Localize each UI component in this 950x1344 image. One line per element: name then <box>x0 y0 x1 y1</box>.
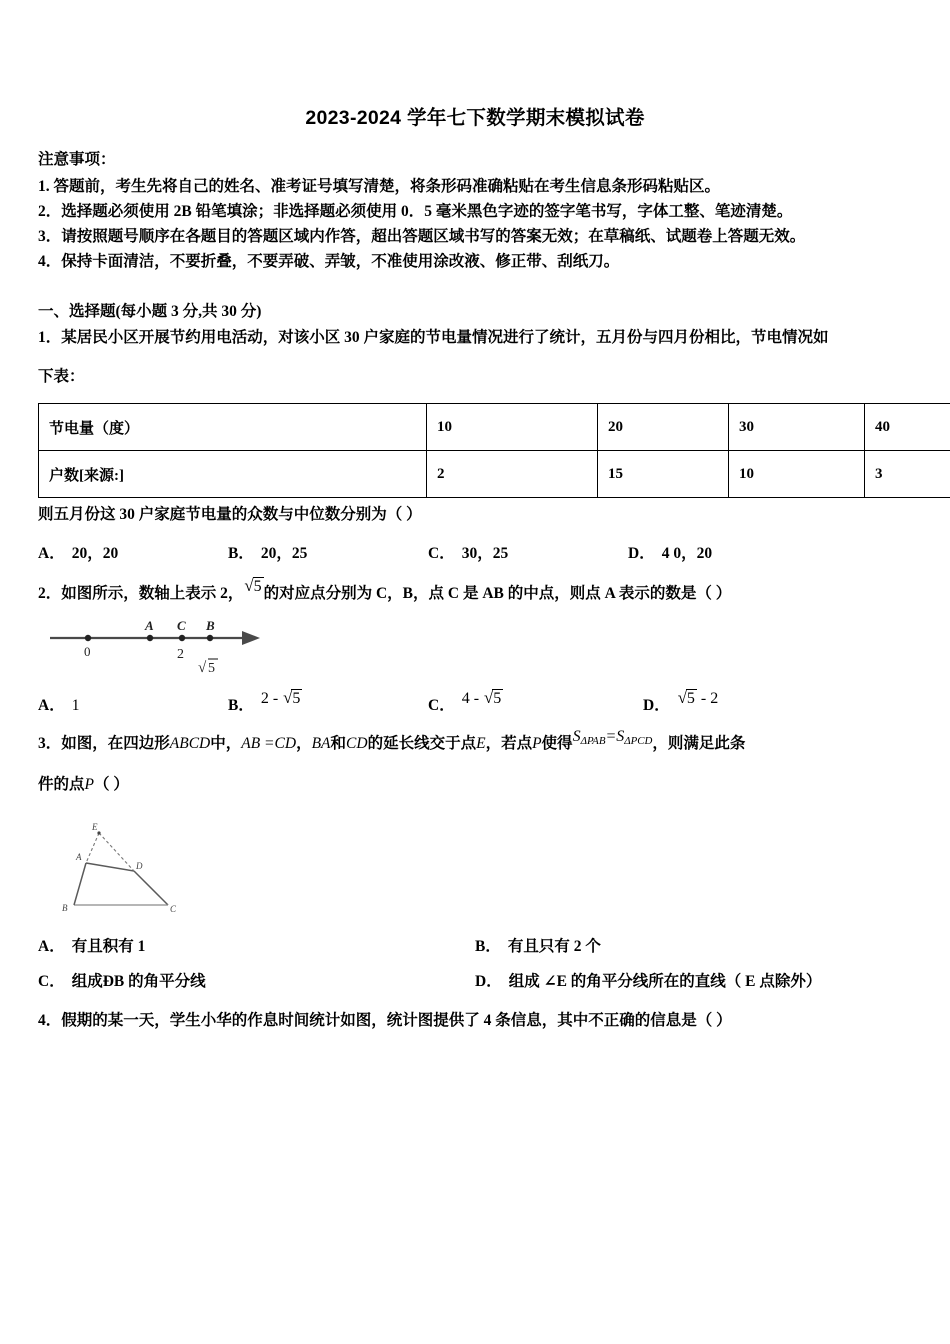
option-d[interactable] <box>628 541 712 563</box>
option-d-text: 4 0，20 <box>661 544 713 562</box>
option-c-text: 4 - √5 <box>461 688 502 708</box>
q3-line2-part2: （ ） <box>93 776 129 794</box>
option-a-label: A． <box>38 697 65 715</box>
question-3-stem-line2 <box>38 772 912 797</box>
option-a-text: 20，20 <box>71 544 119 562</box>
option-c[interactable] <box>428 688 643 715</box>
question-2-options <box>38 688 912 715</box>
q3-line2-part1: 件的点 <box>38 776 85 794</box>
question-1-table <box>38 403 950 498</box>
option-d-text: √5 - 2 <box>677 688 719 708</box>
note-item-2: 2．选择题必须使用 2B 铅笔填涂；非选择题必须使用 0．5 毫米黑色字迹的签字笔书写，字体工整、笔迹清楚。 <box>38 203 793 221</box>
table-cell-row2-header: 户数[来源:] <box>39 451 427 498</box>
table-cell-row2-v2: 15 <box>598 451 729 498</box>
svg-text:D: D <box>136 861 143 872</box>
option-b-label: B． <box>228 544 254 562</box>
q3-part1: 3．如图，在四边形 <box>38 735 170 753</box>
q3-ba: BA <box>311 735 331 753</box>
svg-text:C: C <box>177 618 186 634</box>
quadrilateral-diagram <box>56 813 206 921</box>
option-c[interactable] <box>428 541 628 563</box>
option-b-label: B． <box>228 697 254 715</box>
option-b[interactable] <box>475 934 912 956</box>
question-4-stem: 4．假期的某一天，学生小华的作息时间统计如图，统计图提供了 4 条信息，其中不正确的信息是（ ） <box>38 1012 732 1030</box>
q3-p: P <box>532 735 542 753</box>
svg-text:E: E <box>92 822 98 833</box>
table-cell-row1-v4: 40 <box>865 404 950 451</box>
option-a[interactable] <box>38 541 228 563</box>
svg-text:A: A <box>145 618 154 634</box>
question-1-ask: 则五月份这 30 户家庭节电量的众数与中位数分别为（ ） <box>38 506 422 524</box>
section-heading: 一、选择题(每小题 3 分,共 30 分) <box>38 303 262 321</box>
note-item-3: 3．请按照题号顺序在各题目的答题区域内作答，超出答题区域书写的答案无效；在草稿纸、试题卷上答题无效。 <box>38 228 806 246</box>
svg-text:√: √ <box>198 660 207 677</box>
table-row <box>39 404 950 451</box>
q3-area-expr: SΔPAB=SΔPCD <box>572 728 653 748</box>
question-3-figure <box>56 813 206 921</box>
svg-text:B: B <box>62 903 68 914</box>
spacer <box>38 563 912 579</box>
q3-part8: ，则满足此条 <box>652 735 746 753</box>
option-b[interactable] <box>228 541 428 563</box>
svg-text:B: B <box>206 618 215 634</box>
option-a-label: A． <box>38 938 65 956</box>
spacer <box>38 991 912 1000</box>
option-b-text: 2 - √5 <box>260 688 301 708</box>
q3-cd: CD <box>346 735 368 753</box>
option-c-text: 组成ÐB 的角平分线 <box>71 973 206 991</box>
question-1-options <box>38 541 912 563</box>
document-body <box>38 148 912 1033</box>
option-b[interactable] <box>228 688 428 715</box>
option-c-label: C． <box>38 973 65 991</box>
table-cell-row1-header: 节电量（度） <box>39 404 427 451</box>
q3-part7: 使得 <box>541 735 573 753</box>
q3-part6: ，若点 <box>485 735 533 753</box>
spacer <box>38 274 912 300</box>
question-2-figure <box>46 618 276 680</box>
table-row <box>39 451 950 498</box>
option-d-text: 组成 ∠E 的角平分线所在的直线（ E 点除外） <box>508 973 822 991</box>
question-2-stem-part2: 的对应点分别为 C，B，点 C 是 AB 的中点，则点 A 表示的数是（ ） <box>263 584 732 602</box>
option-a-text: 有且积有 1 <box>71 938 146 956</box>
note-item-1: 1. 答题前，考生先将自己的姓名、准考证号填写清楚，将条形码准确粘贴在考生信息条形码粘贴区。 <box>38 178 721 196</box>
option-c-label: C． <box>428 544 455 562</box>
q3-ab-eq-cd: AB =CD <box>241 735 297 753</box>
question-2-stem <box>38 575 912 607</box>
svg-text:2: 2 <box>177 647 184 663</box>
table-cell-row2-v3: 10 <box>729 451 865 498</box>
question-2-stem-part1: 2．如图所示，数轴上表示 2， <box>38 584 244 602</box>
q3-part5: 的延长线交于点 <box>367 735 477 753</box>
number-line-diagram <box>46 618 276 680</box>
option-b-text: 有且只有 2 个 <box>507 938 601 956</box>
question-3-options-row1 <box>38 934 912 956</box>
option-d[interactable] <box>475 969 912 991</box>
option-c-text: 30，25 <box>461 544 509 562</box>
table-cell-row2-v4: 3 <box>865 451 950 498</box>
option-d-label: D． <box>628 544 655 562</box>
question-3-options-row2 <box>38 969 912 991</box>
option-a[interactable] <box>38 934 475 956</box>
q3-abcd: ABCD <box>169 735 211 753</box>
page-title: 2023-2024 学年七下数学期末模拟试卷 <box>305 107 645 129</box>
table-cell-row1-v2: 20 <box>598 404 729 451</box>
q3-part3: ， <box>296 735 312 753</box>
option-a[interactable] <box>38 693 228 715</box>
svg-text:C: C <box>170 904 177 915</box>
table-cell-row1-v3: 30 <box>729 404 865 451</box>
notes-heading: 注意事项： <box>38 151 116 168</box>
option-c-label: C． <box>428 697 455 715</box>
option-a-text: 1 <box>71 697 80 715</box>
svg-text:A: A <box>76 852 82 863</box>
q3-part4: 和 <box>330 735 347 753</box>
sqrt-radical: √5 <box>244 575 262 595</box>
table-cell-row2-v1: 2 <box>427 451 598 498</box>
question-1-stem-line1: 1．某居民小区开展节约用电活动，对该小区 30 户家庭的节电量情况进行了统计，五月份与四月份相比，节电情况如 <box>38 329 829 347</box>
option-b-text: 20，25 <box>260 544 308 562</box>
option-a-label: A． <box>38 544 65 562</box>
spacer <box>38 715 912 731</box>
q3-e: E <box>476 735 486 753</box>
option-b-label: B． <box>475 938 501 956</box>
option-c[interactable] <box>38 969 475 991</box>
svg-text:5: 5 <box>208 661 215 677</box>
option-d-label: D． <box>475 973 502 991</box>
option-d-label: D． <box>643 697 670 715</box>
question-3-stem-line1 <box>38 728 912 758</box>
option-d[interactable] <box>643 688 719 715</box>
svg-text:0: 0 <box>84 644 91 660</box>
table-cell-row1-v1: 10 <box>427 404 598 451</box>
question-1-stem-line2: 下表： <box>38 368 85 386</box>
q3-line2-p: P <box>84 776 94 794</box>
note-item-4: 4．保持卡面清洁，不要折叠，不要弄破、弄皱，不准使用涂改液、修正带、刮纸刀。 <box>38 253 620 271</box>
q3-part2: 中， <box>210 735 242 753</box>
